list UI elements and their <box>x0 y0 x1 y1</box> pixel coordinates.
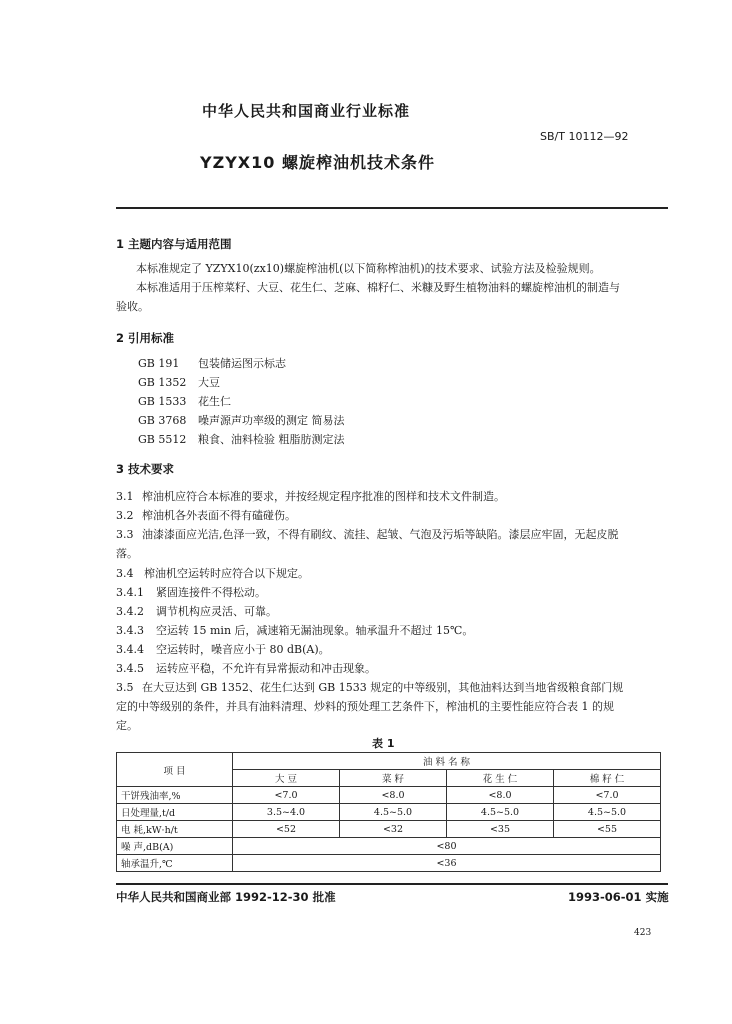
clause-number: 3.4.4 <box>116 643 144 656</box>
section-3-heading: 3 技术要求 <box>116 462 175 476</box>
reference-code: GB 191 <box>138 357 180 370</box>
clause-number: 3.5 <box>116 681 134 694</box>
table-cell: <7.0 <box>554 787 661 804</box>
table-cell: 3.5~4.0 <box>233 804 340 821</box>
reference-code: GB 5512 <box>138 433 187 446</box>
implementation-date: 1993-06-01 实施 <box>568 890 669 904</box>
clause-text: 调节机构应灵活、可靠。 <box>156 605 277 618</box>
table-column-header: 棉 籽 仁 <box>554 770 661 787</box>
clause-number: 3.4.1 <box>116 586 144 599</box>
table-row-label: 电 耗,kW·h/t <box>117 821 233 838</box>
table-column-header: 花 生 仁 <box>447 770 554 787</box>
header-divider <box>116 207 668 209</box>
reference-name: 包装储运图示标志 <box>198 357 286 370</box>
clause-text: 榨油机应符合本标准的要求，并按经规定程序批准的图样和技术文件制造。 <box>142 490 505 503</box>
table-row <box>117 838 661 855</box>
table-row <box>117 821 661 838</box>
table-row-label: 日处理量,t/d <box>117 804 233 821</box>
clause-text: 榨油机各外表面不得有磕碰伤。 <box>142 509 296 522</box>
table-cell: <55 <box>554 821 661 838</box>
footer-divider <box>116 883 668 885</box>
clause-text-cont: 定。 <box>116 719 138 732</box>
clause-text: 空运转 15 min 后，减速箱无漏油现象。轴承温升不超过 15℃。 <box>156 624 474 637</box>
section-2-heading: 2 引用标准 <box>116 331 175 345</box>
clause-text: 在大豆达到 GB 1352、花生仁达到 GB 1533 规定的中等级别，其他油料达到当地省级粮食部门规 <box>142 681 624 694</box>
approval-note: 中华人民共和国商业部 1992-12-30 批准 <box>116 890 336 904</box>
table-group-header: 油 料 名 称 <box>233 753 661 770</box>
clause-text: 紧固连接件不得松动。 <box>156 586 266 599</box>
reference-name: 花生仁 <box>198 395 231 408</box>
table-cell: 4.5~5.0 <box>340 804 447 821</box>
performance-table <box>116 752 661 872</box>
clause-number: 3.4.2 <box>116 605 144 618</box>
table-cell: <52 <box>233 821 340 838</box>
clause-text: 运转应平稳，不允许有异常振动和冲击现象。 <box>156 662 376 675</box>
table-cell: 4.5~5.0 <box>554 804 661 821</box>
table-caption: 表 1 <box>372 737 395 750</box>
reference-code: GB 3768 <box>138 414 187 427</box>
table-column-header: 大 豆 <box>233 770 340 787</box>
table-item-header: 项 目 <box>117 753 233 787</box>
section-1-paragraph-2: 本标准适用于压榨菜籽、大豆、花生仁、芝麻、棉籽仁、米糠及野生植物油料的螺旋榨油机的制造与 <box>136 281 620 294</box>
table-merged-cell: <36 <box>233 855 661 872</box>
clause-text: 榨油机空运转时应符合以下规定。 <box>144 567 309 580</box>
table-cell: <32 <box>340 821 447 838</box>
table-cell: <7.0 <box>233 787 340 804</box>
document-title: YZYX10 螺旋榨油机技术条件 <box>200 153 435 172</box>
reference-name: 大豆 <box>198 376 220 389</box>
table-row-label: 干饼残油率,% <box>117 787 233 804</box>
section-1-heading: 1 主题内容与适用范围 <box>116 237 232 251</box>
table-header-row <box>117 753 661 770</box>
clause-number: 3.2 <box>116 509 134 522</box>
reference-name: 粮食、油料检验 粗脂肪测定法 <box>198 433 345 446</box>
clause-text-cont: 定的中等级别的条件，并具有油料清理、炒料的预处理工艺条件下，榨油机的主要性能应符合表 1 的规 <box>116 700 614 713</box>
reference-name: 噪声源声功率级的测定 简易法 <box>198 414 345 427</box>
table-row <box>117 804 661 821</box>
clause-text-cont: 落。 <box>116 547 138 560</box>
table-cell: 4.5~5.0 <box>447 804 554 821</box>
table-column-header: 菜 籽 <box>340 770 447 787</box>
reference-code: GB 1533 <box>138 395 187 408</box>
reference-code: GB 1352 <box>138 376 187 389</box>
page-number: 423 <box>634 928 652 938</box>
table-cell: <8.0 <box>340 787 447 804</box>
clause-number: 3.4 <box>116 567 134 580</box>
clause-number: 3.1 <box>116 490 134 503</box>
table-row <box>117 787 661 804</box>
clause-number: 3.4.5 <box>116 662 144 675</box>
section-1-paragraph-2-cont: 验收。 <box>116 300 149 313</box>
clause-number: 3.3 <box>116 528 134 541</box>
table-merged-cell: <80 <box>233 838 661 855</box>
standard-category: 中华人民共和国商业行业标准 <box>202 102 411 120</box>
table-cell: <35 <box>447 821 554 838</box>
clause-number: 3.4.3 <box>116 624 144 637</box>
clause-text: 油漆漆面应光洁,色泽一致，不得有刷纹、流挂、起皱、气泡及污垢等缺陷。漆层应牢固，无起皮脱 <box>142 528 619 541</box>
table-cell: <8.0 <box>447 787 554 804</box>
section-1-paragraph-1: 本标准规定了 YZYX10(zx10)螺旋榨油机(以下简称榨油机)的技术要求、试验方法及检验规则。 <box>136 262 601 275</box>
table-row-label: 轴承温升,℃ <box>117 855 233 872</box>
table-row-label: 噪 声,dB(A) <box>117 838 233 855</box>
table-row <box>117 855 661 872</box>
clause-text: 空运转时，噪音应小于 80 dB(A)。 <box>156 643 330 656</box>
standard-code: SB/T 10112—92 <box>540 130 629 143</box>
